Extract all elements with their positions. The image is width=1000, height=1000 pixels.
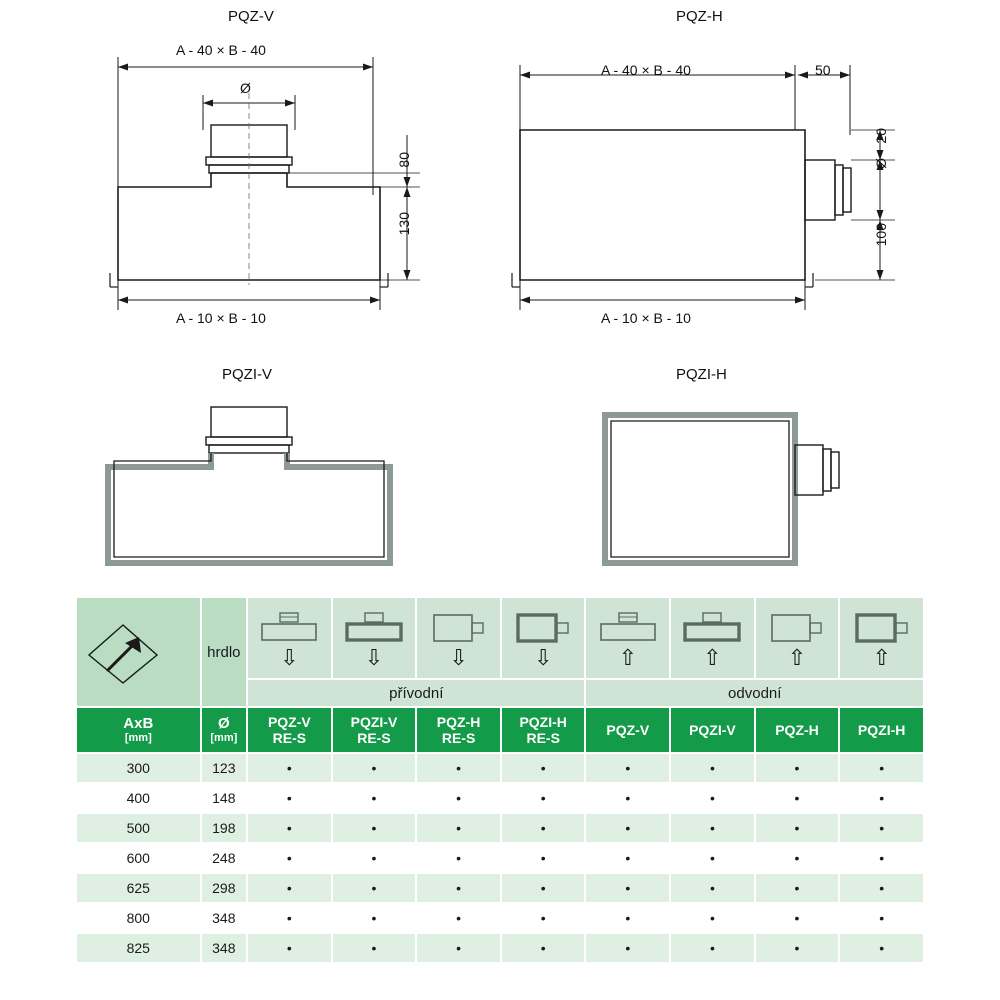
duct-top-vertical-insulated-icon <box>681 611 743 645</box>
corner-icon-cell <box>77 598 200 706</box>
cell-mark: • <box>417 754 500 782</box>
cell-mark: • <box>417 874 500 902</box>
col-header-pqz-h-supply <box>417 708 500 752</box>
cell-mark: • <box>586 784 669 812</box>
col-header-diameter-unit: [mm] <box>210 732 238 745</box>
cell-mark: • <box>333 814 416 842</box>
cell-mark: • <box>417 784 500 812</box>
flow-arrow-up-icon: ⇧ <box>703 645 722 670</box>
duct-top-vertical-icon <box>597 611 659 645</box>
cell-mark: • <box>248 844 331 872</box>
table-row <box>77 874 923 902</box>
col-header-pqzi-h-supply-line1: PQZI-H <box>519 713 567 730</box>
cell-mark: • <box>671 784 754 812</box>
cell-axb: 625 <box>77 874 200 902</box>
header-icon-pqzi-v-extract <box>671 598 754 678</box>
cell-mark: • <box>671 934 754 962</box>
table-row <box>77 784 923 812</box>
cell-diameter: 348 <box>202 904 246 932</box>
cell-mark: • <box>417 844 500 872</box>
cell-axb: 800 <box>77 904 200 932</box>
dim-pqzv-diameter: Ø <box>240 80 251 96</box>
dim-pqzh-h2: 100 <box>873 223 889 247</box>
cell-mark: • <box>756 904 839 932</box>
cell-mark: • <box>248 904 331 932</box>
col-header-diameter-label: Ø <box>217 715 230 733</box>
cell-mark: • <box>840 904 923 932</box>
col-header-pqz-h-extract-line1: PQZ-H <box>775 721 819 738</box>
cell-mark: • <box>333 844 416 872</box>
hrdlo-header-cell <box>202 598 246 706</box>
col-header-pqz-v-supply-line2: RE-S <box>272 730 307 746</box>
table-row <box>77 814 923 842</box>
dim-pqzh-diameter: Ø <box>873 158 889 169</box>
group-label-supply: přívodní <box>248 680 584 706</box>
cell-mark: • <box>840 754 923 782</box>
cell-mark: • <box>671 844 754 872</box>
table-row <box>77 934 923 962</box>
cell-mark: • <box>756 844 839 872</box>
cell-mark: • <box>586 874 669 902</box>
col-header-pqzi-h-extract-line1: PQZI-H <box>857 721 906 738</box>
dim-pqzv-bottom: A - 10 × B - 10 <box>176 310 266 326</box>
col-header-axb-unit: [mm] <box>124 732 152 745</box>
cell-mark: • <box>756 814 839 842</box>
col-header-pqz-v-supply-line1: PQZ-V <box>267 713 311 730</box>
cell-mark: • <box>417 814 500 842</box>
dim-pqzv-h2: 130 <box>396 212 412 236</box>
cell-axb: 300 <box>77 754 200 782</box>
header-icon-pqz-v-extract <box>586 598 669 678</box>
col-header-diameter <box>202 708 246 752</box>
col-header-pqz-h-extract <box>756 708 839 752</box>
cell-diameter: 123 <box>202 754 246 782</box>
table-icon-header-row <box>77 598 923 678</box>
cell-axb: 600 <box>77 844 200 872</box>
cell-mark: • <box>586 754 669 782</box>
cell-mark: • <box>671 874 754 902</box>
col-header-axb <box>77 708 200 752</box>
cell-mark: • <box>756 934 839 962</box>
cell-mark: • <box>586 814 669 842</box>
table-row <box>77 904 923 932</box>
cell-mark: • <box>756 784 839 812</box>
cell-mark: • <box>333 874 416 902</box>
header-icon-pqz-v-supply <box>248 598 331 678</box>
cell-mark: • <box>417 934 500 962</box>
cell-axb: 825 <box>77 934 200 962</box>
cell-mark: • <box>840 934 923 962</box>
cell-mark: • <box>756 754 839 782</box>
cell-mark: • <box>671 904 754 932</box>
duct-side-horizontal-icon <box>428 611 490 645</box>
dim-pqzh-h1: 20 <box>873 128 889 144</box>
col-header-pqz-v-supply <box>248 708 331 752</box>
cell-mark: • <box>248 874 331 902</box>
figure-title-pqzi-h: PQZI-H <box>676 366 727 383</box>
cell-mark: • <box>333 754 416 782</box>
header-icon-pqz-h-supply <box>417 598 500 678</box>
col-header-pqz-h-supply-line1: PQZ-H <box>436 713 481 730</box>
cell-mark: • <box>840 874 923 902</box>
cell-mark: • <box>248 814 331 842</box>
duct-side-horizontal-icon <box>766 611 828 645</box>
cell-mark: • <box>840 814 923 842</box>
cell-mark: • <box>333 784 416 812</box>
flow-arrow-up-icon: ⇧ <box>618 645 637 670</box>
figure-title-pqz-v: PQZ-V <box>228 8 274 25</box>
duct-top-vertical-icon <box>258 611 320 645</box>
col-header-pqz-v-extract <box>586 708 669 752</box>
group-label-extract: odvodní <box>586 680 923 706</box>
col-header-pqzi-h-supply <box>502 708 585 752</box>
figure-pqz-v-drawing <box>90 35 450 325</box>
flow-arrow-down-icon: ⇩ <box>533 645 553 670</box>
cell-mark: • <box>840 784 923 812</box>
cell-mark: • <box>248 934 331 962</box>
col-header-axb-label: AxB <box>123 715 154 733</box>
dim-pqzh-top: A - 40 × B - 40 <box>601 62 691 78</box>
flow-arrow-down-icon: ⇩ <box>280 645 299 670</box>
header-icon-pqzi-h-supply <box>502 598 585 678</box>
flow-arrow-up-icon: ⇧ <box>787 645 807 670</box>
cell-mark: • <box>333 934 416 962</box>
cell-diameter: 298 <box>202 874 246 902</box>
table-row <box>77 754 923 782</box>
cell-mark: • <box>502 874 585 902</box>
figure-pqzi-v-drawing <box>90 395 430 585</box>
cell-axb: 500 <box>77 814 200 842</box>
col-header-pqzi-v-supply-line1: PQZI-V <box>350 713 398 730</box>
cell-mark: • <box>248 754 331 782</box>
header-icon-pqzi-v-supply <box>333 598 416 678</box>
col-header-pqzi-h-extract <box>840 708 923 752</box>
rotated-square-arrow-icon <box>77 615 169 689</box>
cell-mark: • <box>586 904 669 932</box>
cell-mark: • <box>502 814 585 842</box>
spec-table <box>75 596 925 964</box>
cell-mark: • <box>502 754 585 782</box>
duct-side-horizontal-insulated-icon <box>512 611 574 645</box>
dim-pqzv-h1: 80 <box>396 152 412 168</box>
dim-pqzh-neck: 50 <box>815 62 831 78</box>
cell-mark: • <box>586 934 669 962</box>
cell-mark: • <box>671 814 754 842</box>
cell-diameter: 198 <box>202 814 246 842</box>
flow-arrow-up-icon: ⇧ <box>872 645 891 670</box>
cell-mark: • <box>502 934 585 962</box>
dim-pqzv-top: A - 40 × B - 40 <box>176 42 266 58</box>
cell-mark: • <box>248 784 331 812</box>
figure-pqz-h-drawing <box>495 35 915 325</box>
cell-axb: 400 <box>77 784 200 812</box>
table-row <box>77 844 923 872</box>
header-icon-pqzi-h-extract <box>840 598 923 678</box>
col-header-pqzi-h-supply-line2: RE-S <box>526 730 560 746</box>
cell-mark: • <box>502 904 585 932</box>
hrdlo-label: hrdlo <box>207 643 241 661</box>
cell-mark: • <box>502 784 585 812</box>
cell-mark: • <box>502 844 585 872</box>
col-header-pqz-v-extract-line1: PQZ-V <box>606 721 650 738</box>
col-header-pqzi-v-extract-line1: PQZI-V <box>689 721 736 738</box>
flow-arrow-down-icon: ⇩ <box>364 645 384 670</box>
cell-mark: • <box>671 754 754 782</box>
duct-side-horizontal-insulated-icon <box>851 611 913 645</box>
cell-diameter: 248 <box>202 844 246 872</box>
cell-diameter: 148 <box>202 784 246 812</box>
header-icon-pqz-h-extract <box>756 598 839 678</box>
figure-title-pqzi-v: PQZI-V <box>222 366 273 383</box>
figure-pqzi-h-drawing <box>580 395 940 585</box>
duct-top-vertical-insulated-icon <box>343 611 405 645</box>
table-column-header-row <box>77 708 923 752</box>
cell-mark: • <box>586 844 669 872</box>
cell-diameter: 348 <box>202 934 246 962</box>
col-header-pqz-h-supply-line2: RE-S <box>441 730 476 746</box>
cell-mark: • <box>756 874 839 902</box>
flow-arrow-down-icon: ⇩ <box>449 645 468 670</box>
cell-mark: • <box>840 844 923 872</box>
cell-mark: • <box>333 904 416 932</box>
col-header-pqzi-v-supply <box>333 708 416 752</box>
col-header-pqzi-v-supply-line2: RE-S <box>357 730 391 746</box>
col-header-pqzi-v-extract <box>671 708 754 752</box>
figure-title-pqz-h: PQZ-H <box>676 8 723 25</box>
dim-pqzh-bottom: A - 10 × B - 10 <box>601 310 691 326</box>
cell-mark: • <box>417 904 500 932</box>
